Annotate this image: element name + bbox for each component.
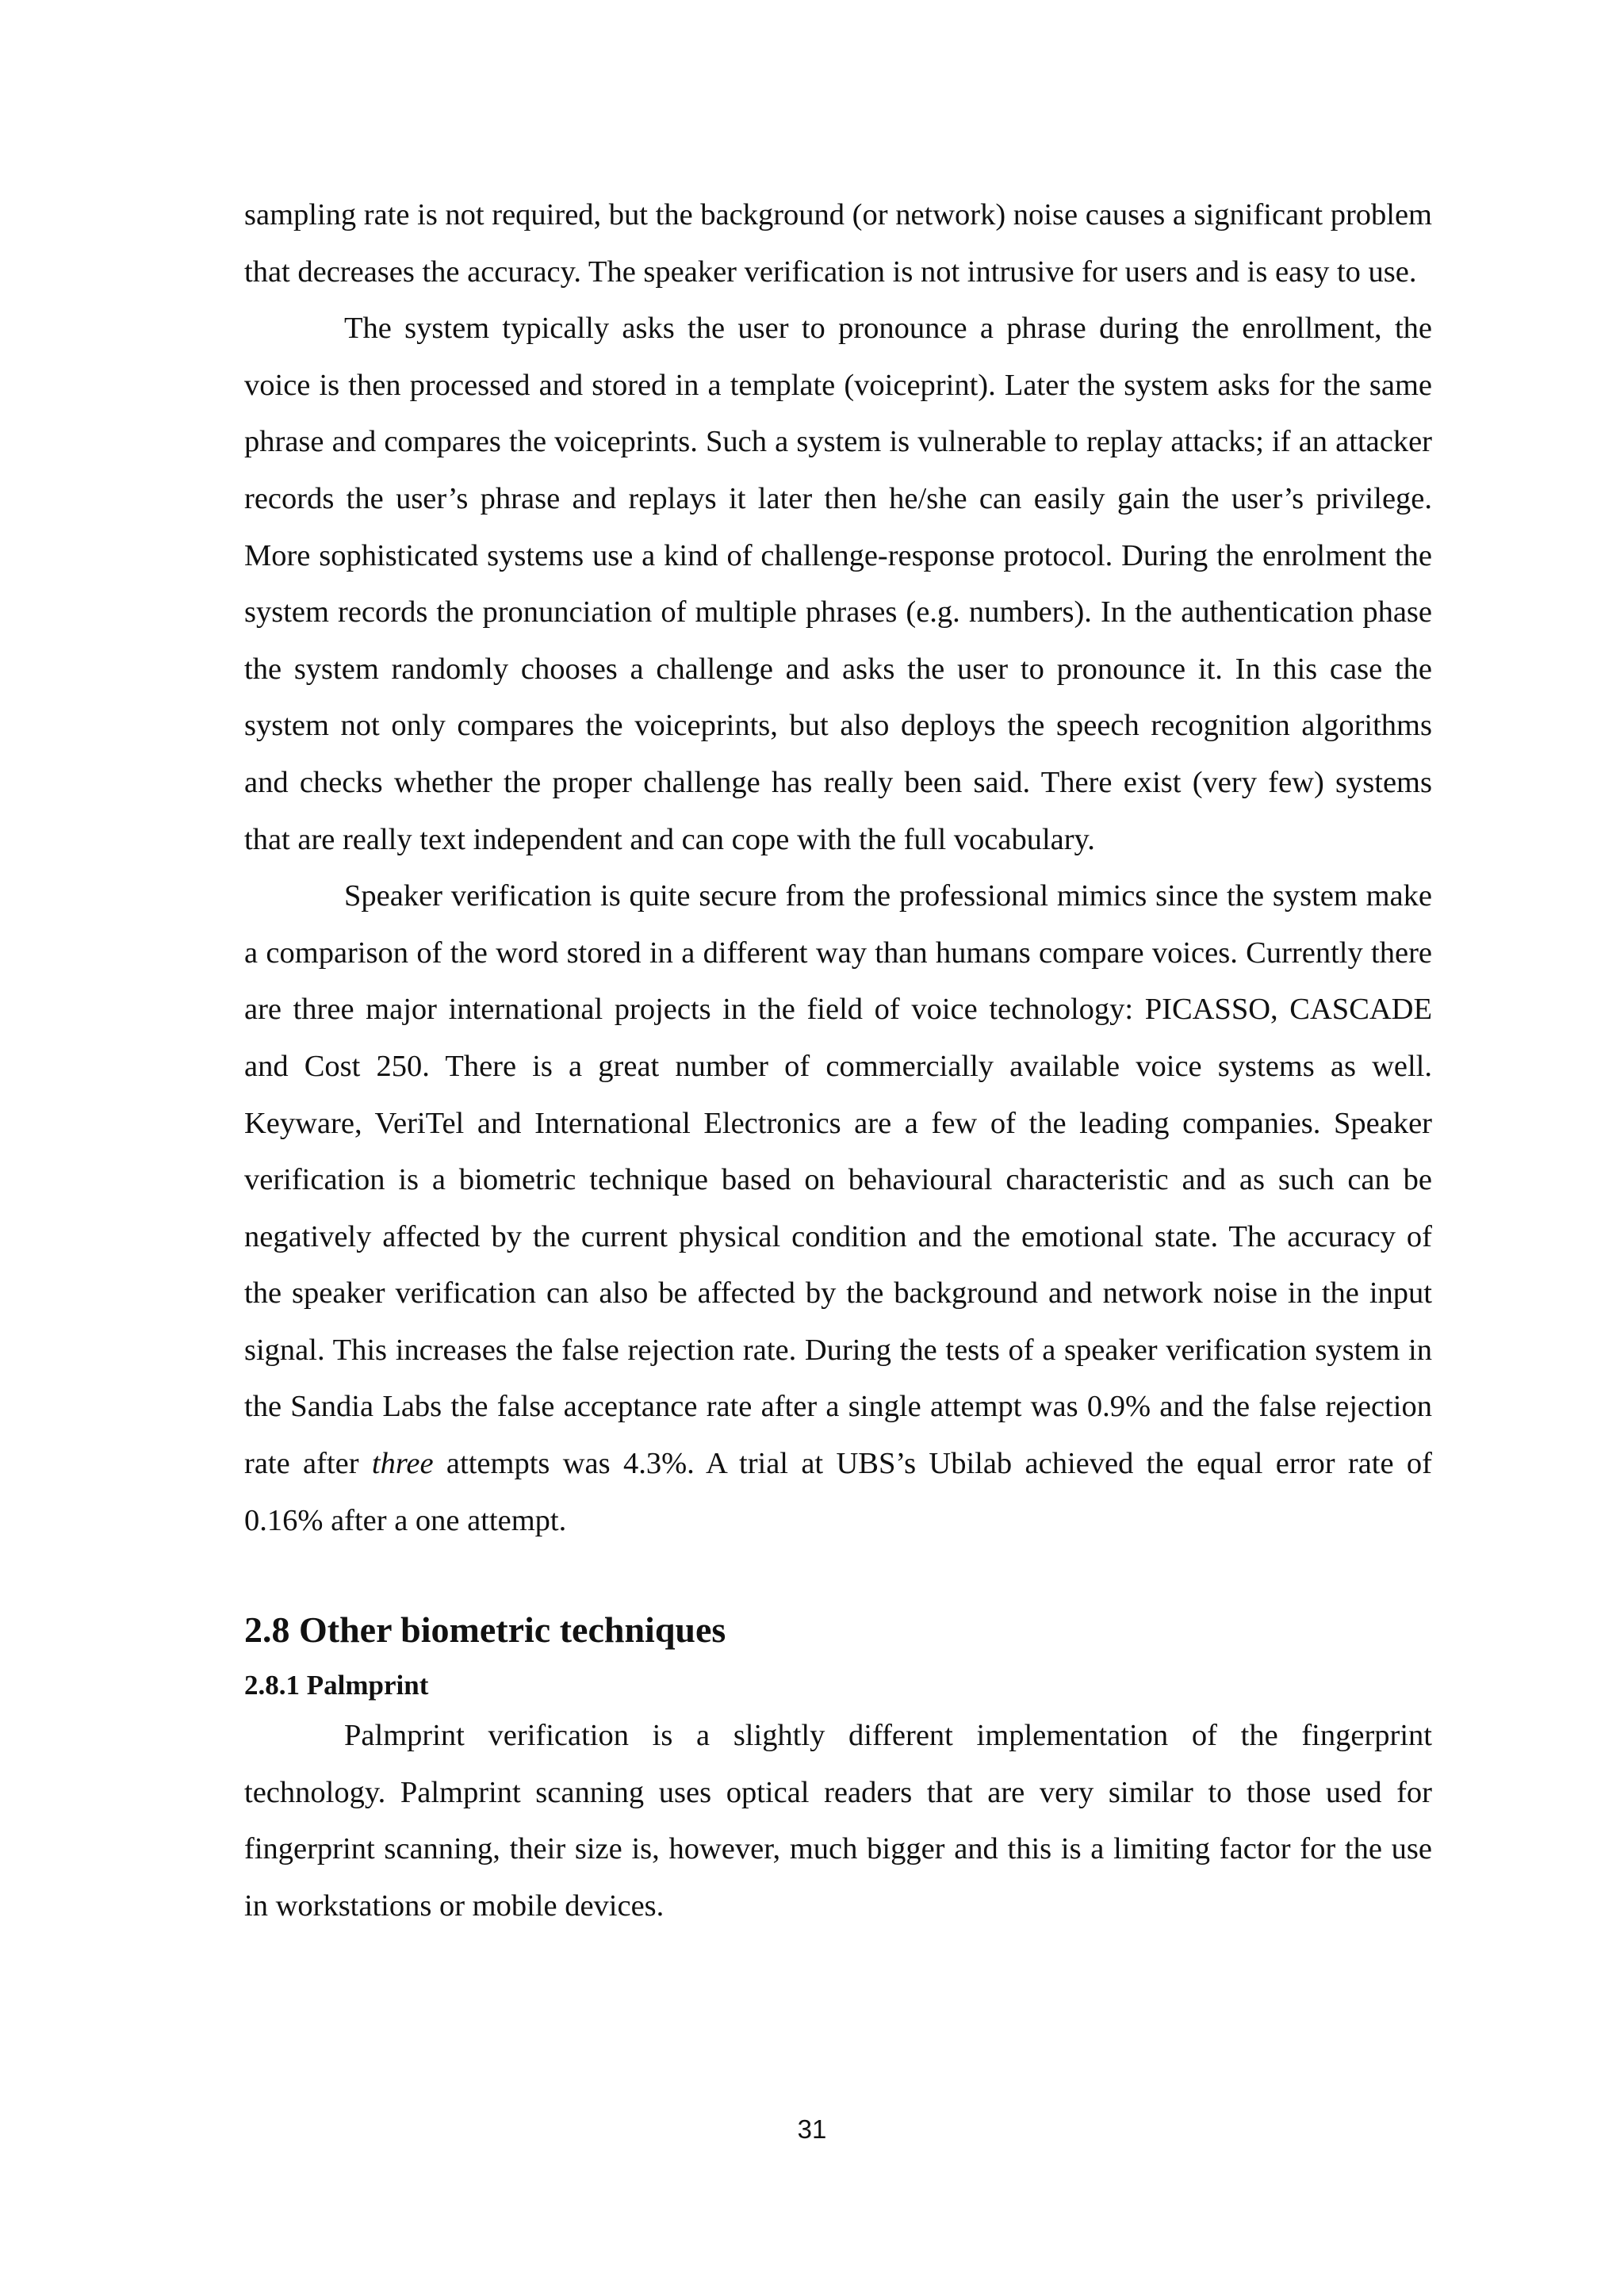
page-number: 31 xyxy=(797,2114,827,2144)
subsection-heading-palmprint: 2.8.1 Palmprint xyxy=(244,1670,429,1701)
paragraph-voice-security xyxy=(244,868,1432,1549)
paragraph-text: Speaker verification is quite secure from the professional mimics since the system make a comparison of the word stored in a different way than humans compare voices. Currently there are three major international projects in the field of voice technology: PICASSO, CASCADE and Cost 250. There is a great number of commercially available voice systems as well. Keyware, VeriTel and International Electronics are a few of the leading companies. Speaker verification is a biometric technique based on behavioural characteristic and as such can be negatively affected by the current physical condition and the emotional state. The accuracy of the speaker verification can also be affected by the background and network noise in the input signal. This increases the false rejection rate. During the tests of a speaker verification system in the Sandia Labs the false acceptance rate after a single attempt was 0.9% and the false rejection rate after xyxy=(244,879,1432,1481)
page-body xyxy=(244,187,1432,1935)
paragraph-voice-enrollment: The system typically asks the user to pronounce a phrase during the enrollment, the voice is then processed and stored in a template (voiceprint). Later the system asks for the same phrase and compares the voiceprints. Such a system is vulnerable to replay attacks; if an attacker records the user’s phrase and replays it later then he/she can easily gain the user’s privilege. More sophisticated systems use a kind of challenge-response protocol. During the enrolment the system records the pronunciation of multiple phrases (e.g. numbers). In the authentication phase the system randomly chooses a challenge and asks the user to pronounce it. In this case the system not only compares the voiceprints, but also deploys the speech recognition algorithms and checks whether the proper challenge has really been said. There exist (very few) systems that are really text independent and can cope with the full vocabulary. xyxy=(244,312,1432,856)
section-heading-other-biometrics: 2.8 Other biometric techniques xyxy=(244,1609,726,1651)
paragraph-text: attempts was 4.3%. A trial at UBS’s Ubilab achieved the equal error rate of 0.16% after a one attempt. xyxy=(244,1447,1433,1537)
italic-word: three xyxy=(371,1447,434,1481)
paragraph-palmprint: Palmprint verification is a slightly different implementation of the fingerprint technology. Palmprint scanning uses optical readers that are very similar to those used for fingerprint scanning, their size is, however, much bigger and this is a limiting factor for the use in workstations or mobile devices. xyxy=(244,1719,1432,1923)
paragraph-voice-continued: sampling rate is not required, but the background (or network) noise causes a significant problem that decreases the accuracy. The speaker verification is not intrusive for users and is easy to use. xyxy=(244,198,1432,289)
